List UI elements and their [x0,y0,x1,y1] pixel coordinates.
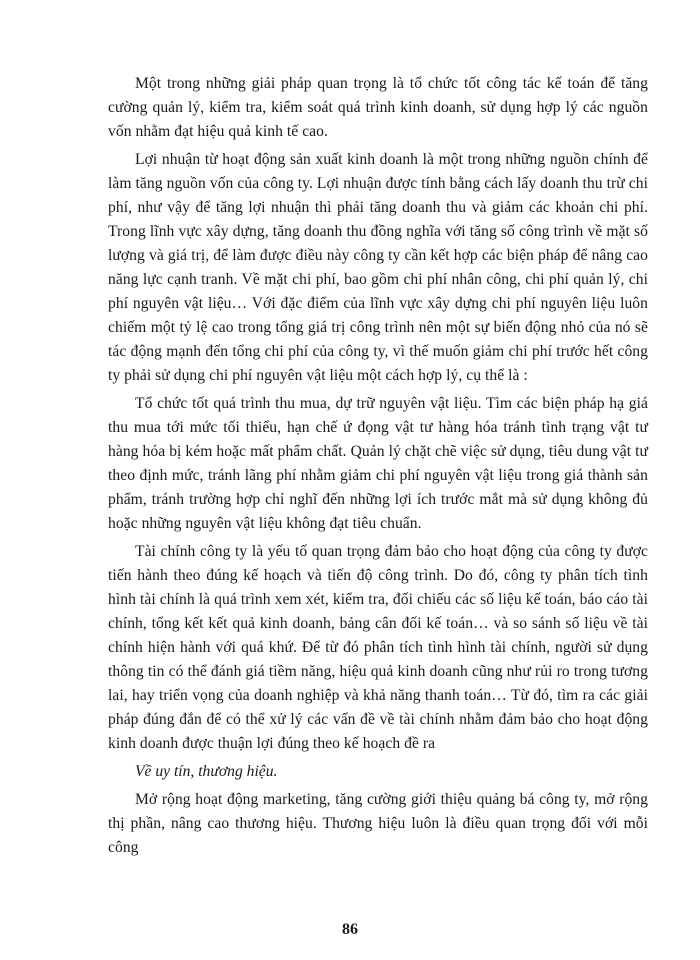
page-number: 86 [342,921,358,938]
paragraph-profit: Lợi nhuận từ hoạt động sản xuất kinh doanh là một trong những nguồn chính để làm tăng nguồn vốn của công ty. Lợi nhuận được tính bằng cách lấy doanh thu trừ chi phí, như vậy để tăng lợi nhuận thì phải tăng doanh thu và giảm các khoản chi phí. Trong lĩnh vực xây dựng, tăng doanh thu đồng nghĩa với tăng số công trình về mặt số lượng và giá trị, để làm được điều này công ty cần kết hợp các biện pháp để nâng cao năng lực cạnh tranh. Về mặt chi phí, bao gồm chi phí nhân công, chi phí quản lý, chi phí nguyên vật liệu… Với đặc điểm của lĩnh vực xây dựng chi phí nguyên liệu luôn chiếm một tỷ lệ cao trong tổng giá trị công trình nên một sự biến động nhỏ của nó sẽ tác động mạnh đến tổng chi phí của công ty, vì thế muốn giảm chi phí trước hết công ty phải sử dụng chi phí nguyên vật liệu một cách hợp lý, cụ thể là : [108,151,648,384]
paragraph-finance: Tài chính công ty là yếu tố quan trọng đảm bảo cho hoạt động của công ty được tiến hành theo đúng kế hoạch và tiến độ công trình. Do đó, công ty phân tích tình hình tài chính là quá trình xem xét, kiểm tra, đối chiếu các số liệu kế toán, báo cáo tài chính, tổng kết kết quả kinh doanh, bảng cân đối kế toán… và so sánh số liệu về tài chính hiện hành với quá khứ. Để từ đó phân tích tình hình tài chính, người sử dụng thông tin có thể đánh giá tiềm năng, hiệu quả kinh doanh cũng như rủi ro trong tương lai, hay triển vọng của doanh nghiệp và khả năng thanh toán… Từ đó, tìm ra các giải pháp đúng đắn để có thể xử lý các vấn đề về tài chính nhằm đảm bảo cho hoạt động kinh doanh được thuận lợi đúng theo kế hoạch đề ra [108,543,648,752]
paragraph-materials: Tổ chức tốt quá trình thu mua, dự trữ nguyên vật liệu. Tìm các biện pháp hạ giá thu mua tới mức tối thiểu, hạn chế ứ đọng vật tư hàng hóa tránh tình trạng vật tư hàng hóa bị kém hoặc mất phẩm chất. Quản lý chặt chẽ việc sử dụng, tiêu dung vật tư theo định mức, tránh lãng phí nhằm giảm chi phí nguyên vật liệu trong giá thành sản phẩm, tránh trường hợp chỉ nghĩ đến những lợi ích trước mắt mà sử dụng không đủ hoặc những nguyên vật liệu không đạt tiêu chuẩn. [108,395,648,532]
paragraph-accounting: Một trong những giải pháp quan trọng là tổ chức tốt công tác kế toán để tăng cường quản lý, kiểm tra, kiểm soát quá trình kinh doanh, sử dụng hợp lý các nguồn vốn nhằm đạt hiệu quả kinh tế cao. [108,75,648,140]
body-text [108,72,648,860]
section-subheading: Về uy tín, thương hiệu. [135,763,278,780]
paragraph-marketing: Mở rộng hoạt động marketing, tăng cường giới thiệu quảng bá công ty, mở rộng thị phần, nâng cao thương hiệu. Thương hiệu luôn là điều quan trọng đối với mỗi công [108,791,648,856]
